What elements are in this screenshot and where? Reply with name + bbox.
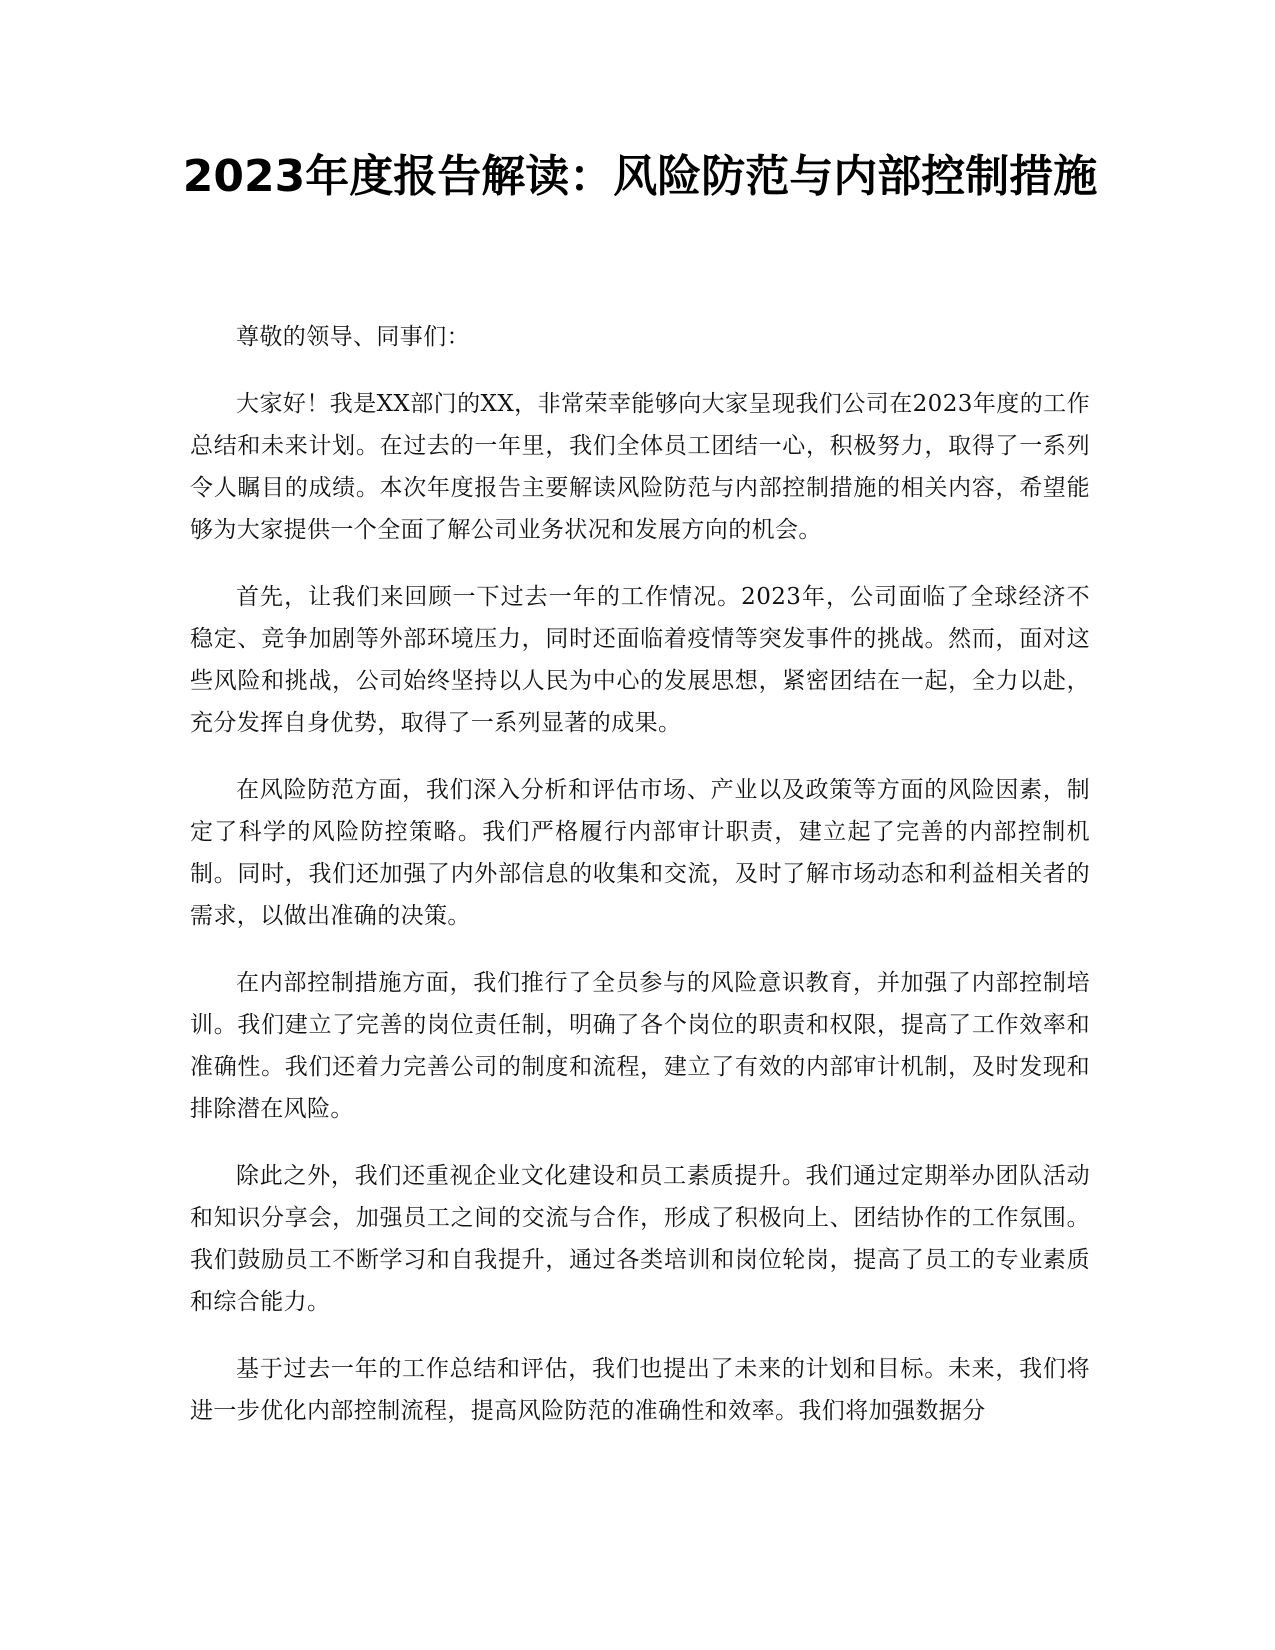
body-paragraph: 首先，让我们来回顾一下过去一年的工作情况。2023年，公司面临了全球经济不稳定、竞争加剧等外部环境压力，同时还面临着疫情等突发事件的挑战。然而，面对这些风险和挑战，公司始终坚持以人民为中心的发展思想，紧密团结在一起，全力以赴，充分发挥自身优势，取得了一系列显著的成果。 [190, 584, 1090, 736]
document-body [190, 316, 1090, 1457]
document-title: 2023年度报告解读：风险防范与内部控制措施 [182, 151, 1098, 202]
body-paragraph: 在内部控制措施方面，我们推行了全员参与的风险意识教育，并加强了内部控制培训。我们建立了完善的岗位责任制，明确了各个岗位的职责和权限，提高了工作效率和准确性。我们还着力完善公司的制度和流程，建立了有效的内部审计机制，及时发现和排除潜在风险。 [190, 970, 1090, 1122]
body-paragraph: 基于过去一年的工作总结和评估，我们也提出了未来的计划和目标。未来，我们将进一步优化内部控制流程，提高风险防范的准确性和效率。我们将加强数据分 [190, 1356, 1090, 1424]
body-paragraph: 除此之外，我们还重视企业文化建设和员工素质提升。我们通过定期举办团队活动和知识分享会，加强员工之间的交流与合作，形成了积极向上、团结协作的工作氛围。我们鼓励员工不断学习和自我提升，通过各类培训和岗位轮岗，提高了员工的专业素质和综合能力。 [190, 1163, 1090, 1315]
body-paragraph: 大家好！我是XX部门的XX，非常荣幸能够向大家呈现我们公司在2023年度的工作总结和未来计划。在过去的一年里，我们全体员工团结一心，积极努力，取得了一系列令人瞩目的成绩。本次年度报告主要解读风险防范与内部控制措施的相关内容，希望能够为大家提供一个全面了解公司业务状况和发展方向的机会。 [190, 391, 1090, 543]
body-paragraph: 在风险防范方面，我们深入分析和评估市场、产业以及政策等方面的风险因素，制定了科学的风险防控策略。我们严格履行内部审计职责，建立起了完善的内部控制机制。同时，我们还加强了内外部信息的收集和交流，及时了解市场动态和利益相关者的需求，以做出准确的决策。 [190, 777, 1090, 929]
salutation-paragraph: 尊敬的领导、同事们： [236, 324, 470, 350]
